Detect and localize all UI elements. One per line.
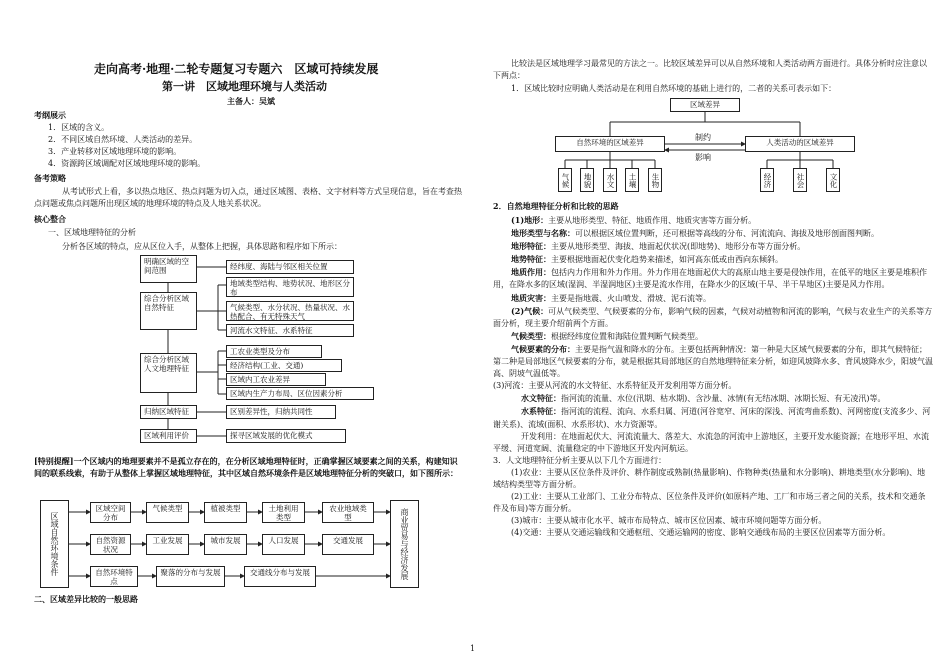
paragraph bbox=[493, 266, 933, 291]
strategy-heading: 备考策略 bbox=[34, 173, 66, 183]
analysis-paragraphs bbox=[493, 214, 933, 539]
diagram-leaf: 经济 bbox=[760, 168, 774, 192]
flowchart-region-analysis bbox=[138, 255, 398, 447]
special-tip: [特别提醒]一个区域内的地理要素并不是孤立存在的，在分析区域地理特征时，正确掌握区域要素之间的关系，构建知识间的联系线索，有助于从整体上掌握区域地理特征，其中区域自然环境条件是区域地理特征分析的突破口，如下图所示： bbox=[34, 456, 458, 478]
paragraph bbox=[493, 467, 933, 491]
kaogang-item: 4．资源跨区域调配对区域地理环境的影响。 bbox=[48, 159, 206, 168]
paragraph-lead: 地质作用： bbox=[511, 267, 551, 278]
flow-node-human: 综合分析区域人文地理特征 bbox=[140, 353, 197, 393]
paragraph-text: 主要从河流的水文特征、水系特征及开发利用等方面分析。 bbox=[528, 381, 737, 391]
flow2-node: 工业发展 bbox=[146, 534, 189, 555]
flow2-node: 人口发展 bbox=[262, 534, 305, 555]
paragraph-text: 可以根据区域位置判断，还可根据等高线的分布、河流流向、海拔及地形剖面图判断。 bbox=[575, 229, 879, 239]
flow2-natural-conditions: 区域自然环境条件 bbox=[40, 500, 69, 588]
paragraph-lead: (1)农业： bbox=[511, 467, 547, 477]
paragraph-text: 包括内力作用和外力作用。外力作用在地面起伏大的高原山地主要是侵蚀作用，在低平的地区主要是堆积作用，在降水多的区域(湿润、半湿润地区)主要是流水作用，在降水少的区域(干旱、半干旱地区)主要是风力作用。 bbox=[493, 268, 927, 290]
paragraph-lead: 气候类型： bbox=[511, 330, 551, 341]
diagram-label-influence: 影响 bbox=[695, 153, 711, 162]
flow-node-landform: 地域类型结构、地势状况、地形区分布 bbox=[226, 277, 354, 297]
flow2-node: 交通发展 bbox=[322, 534, 374, 555]
region-difference-diagram bbox=[555, 98, 855, 193]
flow-node-industry: 工农业类型及分布 bbox=[226, 345, 322, 358]
paragraph-lead: (4)交通： bbox=[511, 528, 547, 538]
diagram-leaf: 社会 bbox=[793, 168, 807, 192]
flow-node-diff-common: 区别差异性，归纳共同性 bbox=[226, 405, 336, 419]
flow-node-economy: 经济结构(工业、交通) bbox=[226, 359, 342, 372]
diagram-leaf: 气候 bbox=[558, 168, 572, 192]
flow2-node: 气候类型 bbox=[146, 502, 189, 523]
paragraph bbox=[493, 253, 933, 266]
paragraph bbox=[493, 343, 933, 380]
flow-node-productivity: 区域内生产力布局、区位因素分析 bbox=[226, 387, 374, 400]
paragraph-text: 在地面起伏大、河流流量大、落差大、水流急的河流中上游地区，主要开发水能资源；在地形平坦、水流平缓、河道宽阔、流量稳定的中下游地区开发内河航运。 bbox=[493, 431, 929, 453]
flow-node-summarize: 归纳区域特征 bbox=[140, 405, 197, 419]
paragraph bbox=[493, 515, 933, 527]
paragraph-lead: (2)工业： bbox=[511, 492, 547, 502]
flow2-node: 农业地域类型 bbox=[322, 502, 374, 523]
kaogang-item: 3．产业转移对区域地理环境的影响。 bbox=[48, 147, 182, 156]
paragraph-lead: (2)气候： bbox=[511, 305, 549, 316]
paragraph bbox=[493, 227, 933, 240]
paragraph bbox=[493, 405, 933, 430]
paragraph-text: 主要从地形类型、海拔、地面起伏状况(即地势)、地形分布等方面分析。 bbox=[551, 242, 806, 252]
flow2-node: 聚落的分布与发展 bbox=[156, 566, 225, 587]
paragraph bbox=[493, 431, 933, 455]
paragraph bbox=[493, 392, 933, 405]
paragraph-text: 指河流的流量、水位(汛期、枯水期)、含沙量、冰情(有无结冰期、冰期长短、有无凌汛)等。 bbox=[561, 394, 886, 404]
kaogang-item: 1．区域的含义。 bbox=[48, 123, 110, 132]
flow-node-difference: 区域内工农业差异 bbox=[226, 373, 326, 386]
diagram-leaf: 土壤 bbox=[625, 168, 639, 192]
paragraph-text: 主要从地形类型、特征、地质作用、地质灾害等方面分析。 bbox=[548, 216, 757, 225]
flow2-node: 土地利用类型 bbox=[262, 502, 305, 523]
diagram-node-natural: 自然环境的区域差异 bbox=[555, 136, 665, 152]
flow2-commerce-economy: 商业贸易与经济发展 bbox=[390, 500, 419, 588]
paragraph-lead: 开发利用： bbox=[521, 431, 561, 441]
right-column bbox=[493, 0, 933, 658]
point-1: 1．区域比较时应明确人类活动是在利用自然环境的基础上进行的，二者的关系可表示如下： bbox=[511, 84, 837, 93]
paragraph-lead: (3)城市： bbox=[511, 516, 547, 526]
paragraph bbox=[493, 240, 933, 253]
diagram-node-human: 人类活动的区域差异 bbox=[745, 136, 855, 152]
kaogang-heading: 考纲展示 bbox=[34, 110, 66, 120]
paragraph-text: 主要从工业部门、工业分布特点、区位条件及评价(如原料产地、工厂和市场三者之间的关系，技术和交通条件及布局)等方面分析。 bbox=[493, 492, 926, 514]
diagram-leaf: 水文 bbox=[603, 168, 617, 192]
paragraph bbox=[493, 214, 933, 227]
diagram-leaf: 地貌 bbox=[580, 168, 594, 192]
flow-node-optimize: 探寻区域发展的优化模式 bbox=[226, 429, 346, 443]
flow-node-climate: 气候类型、水分状况、热量状况、水热配合、有无特殊天气 bbox=[226, 301, 354, 321]
paragraph-lead: 水文特征： bbox=[521, 393, 561, 404]
paragraph bbox=[493, 305, 933, 330]
strategy-text: 从考试形式上看，多以热点地区、热点问题为切入点，通过区域图、表格、文字材料等方式呈现信息，旨在考查热点问题或焦点问题所出现区域的地理环境的特点及人地关系状况。 bbox=[34, 187, 462, 208]
paragraph bbox=[493, 330, 933, 343]
diagram-leaf: 生物 bbox=[648, 168, 662, 192]
paragraph-text: 指河流的流程、流向、水系归属、河道(河谷宽窄、河床的深浅、河流弯曲系数)、河网密度(支流多少、河谢关系)、流域(面积、水系形状)、水力资源等。 bbox=[493, 407, 931, 429]
paragraph-lead: 地势特征： bbox=[511, 254, 551, 265]
paragraph bbox=[493, 527, 933, 539]
flow2-node: 自然资源状况 bbox=[90, 534, 131, 555]
paragraph bbox=[493, 491, 933, 515]
paragraph bbox=[493, 455, 933, 467]
point-2-heading: 2．自然地理特征分析和比较的思路 bbox=[493, 201, 619, 211]
flow2-node: 交通线分布与发展 bbox=[244, 566, 316, 587]
left-column bbox=[34, 0, 464, 658]
lecture-title: 第一讲 区域地理环境与人类活动 bbox=[162, 80, 327, 93]
paragraph-lead: 地质灾害： bbox=[511, 292, 551, 303]
paragraph bbox=[493, 380, 933, 392]
flow-node-river: 河流水文特征、水系特征 bbox=[226, 324, 354, 337]
flow2-node: 自然环境特点 bbox=[90, 566, 138, 587]
core-section-1: 一、区域地理特征的分析 bbox=[48, 228, 136, 237]
paragraph-text: 主要根据地面起伏变化趋势来描述，如河高东低或由西向东倾斜。 bbox=[551, 255, 783, 265]
paragraph bbox=[493, 292, 933, 305]
kaogang-item: 2．不同区域自然环境、人类活动的差异。 bbox=[48, 135, 198, 144]
paragraph-lead: 3． bbox=[493, 455, 507, 465]
diagram-leaf: 文化 bbox=[826, 168, 840, 192]
flow-node-evaluation: 区域利用评价 bbox=[140, 429, 197, 443]
paragraph-text: 主要从交通运输线和交通枢纽、交通运输网的密度、影响交通线布局的主要区位因素等方面分析。 bbox=[546, 528, 891, 538]
paragraph-lead: 地形特征： bbox=[511, 241, 551, 252]
paragraph-text: 人文地理特征分析主要从以下几个方面进行： bbox=[506, 455, 667, 465]
paragraph-lead: (3)河流： bbox=[493, 381, 529, 391]
page-number: 1 bbox=[470, 644, 476, 653]
flow-node-natural: 综合分析区域自然特征 bbox=[140, 292, 197, 330]
paragraph-lead: 地形类型与名称： bbox=[511, 228, 575, 239]
paragraph-text: 主要是指气温和降水的分布。主要包括两种情况：第一种是大区域气候要素的分布，即其气候特征；第二种是局部地区气候要素的分布，就是根据其局部地区的自然地理特征来分析，如迎风坡降水多、背风坡降水少，阳坡气温高、阴坡气温低等。 bbox=[493, 344, 933, 379]
paragraph-text: 主要是指地震、火山喷发、滑坡、泥石流等。 bbox=[551, 293, 711, 303]
flow2-node: 植被类型 bbox=[204, 502, 247, 523]
flowchart-natural-conditions bbox=[38, 498, 448, 590]
author: 主备人：吴斌 bbox=[227, 96, 275, 106]
doc-title: 走向高考·地理·二轮专题复习专题六 区域可持续发展 bbox=[94, 62, 379, 76]
paragraph-lead: 气候要素的分布： bbox=[511, 343, 575, 354]
diagram-node-region-difference: 区域差异 bbox=[670, 98, 740, 112]
paragraph-text: 主要从城市化水平、城市布局特点、城市区位因素、城市环境问题等方面分析。 bbox=[546, 516, 827, 526]
core-heading: 核心整合 bbox=[34, 214, 66, 224]
paragraph-text: 根据经纬度位置和海陆位置判断气候类型。 bbox=[551, 331, 703, 341]
core-section-1-text: 分析各区域的特点，应从区位入手，从整体上把握，具体思路和程序如下所示： bbox=[62, 242, 342, 251]
paragraph-text: 可从气候类型、气候要素的分布，影响气候的因素，气候对动植物和河流的影响，气候与农业生产的关系等方面分析，现主要介绍前两个方面。 bbox=[493, 306, 933, 328]
intro-text: 比较法是区域地理学习最常见的方法之一。比较区域差异可以从自然环境和人类活动两方面进行。具体分析时应注意以下两点： bbox=[493, 59, 927, 80]
flow2-node: 城市发展 bbox=[204, 534, 247, 555]
flow-node-spatial-range: 明确区域的空间范围 bbox=[140, 255, 197, 283]
flow2-node: 区域空间分布 bbox=[90, 502, 131, 523]
paragraph-text: 主要从区位条件及评价、耕作制度或熟制(热量影响)、作物种类(热量和水分影响)、耕地类型(水分影响)、地域结构类型等方面分析。 bbox=[493, 467, 926, 489]
diagram-label-restrict: 制约 bbox=[695, 133, 711, 142]
flow-node-location: 经纬度、海陆与邻区相关位置 bbox=[226, 260, 354, 274]
paragraph-lead: (1)地形： bbox=[511, 215, 549, 225]
section-2-heading: 二、区域差异比较的一般思路 bbox=[34, 594, 138, 604]
paragraph-lead: 水系特征： bbox=[521, 406, 561, 417]
